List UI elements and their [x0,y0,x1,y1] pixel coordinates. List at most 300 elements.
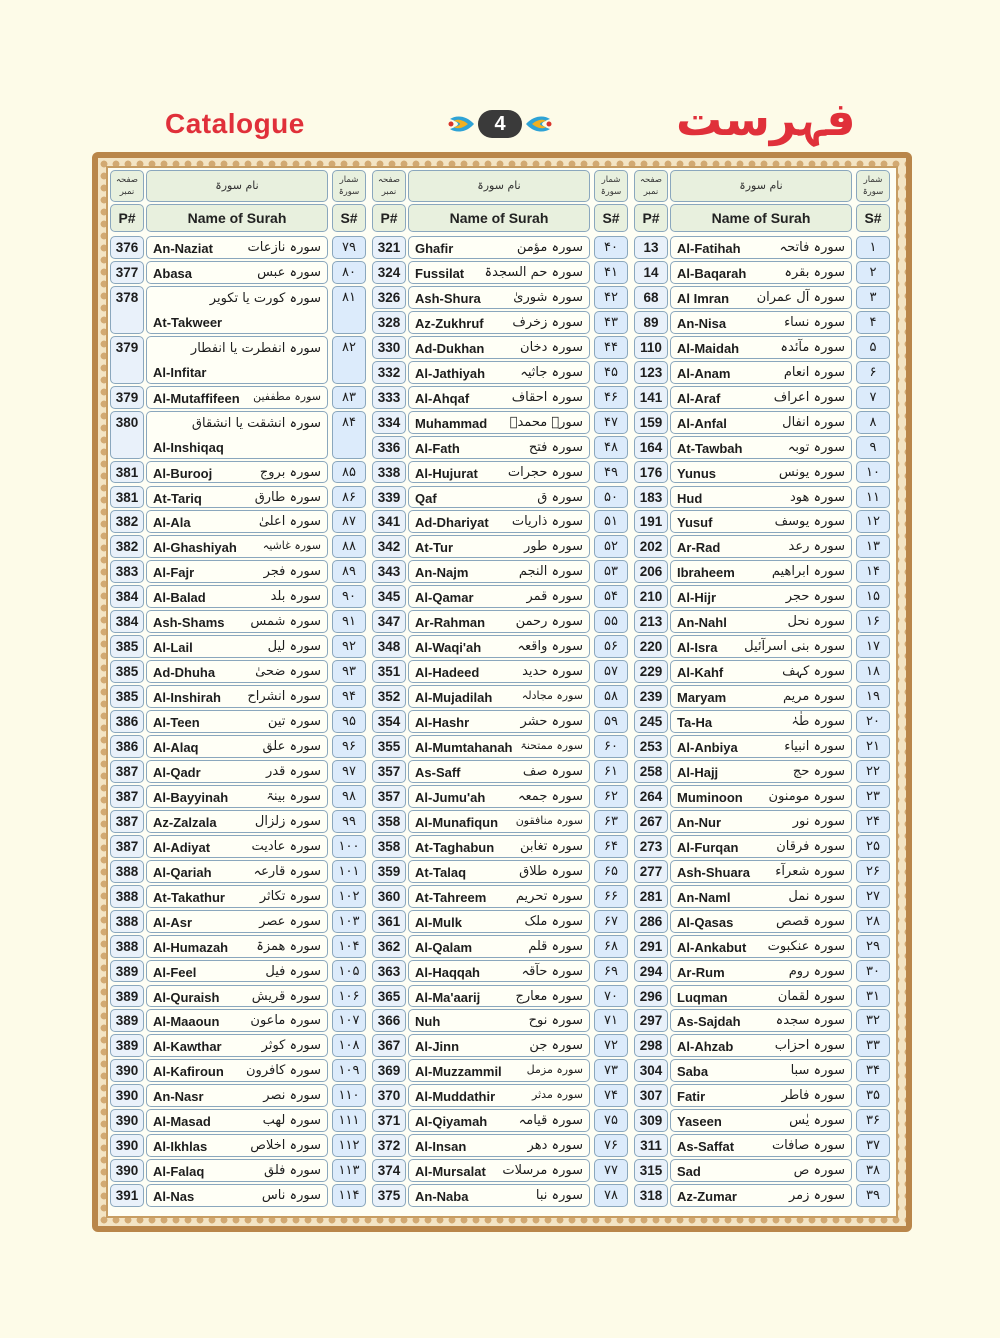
surah-urdu-name: سورہ قارعہ [253,863,321,879]
surah-english-name: Al-Ghashiyah [153,540,237,556]
page-number-cell [634,960,668,983]
surah-serial: ۳۹ [866,1188,880,1204]
page-number-cell [110,486,144,509]
page-number: 359 [377,863,401,879]
surah-serial: ۲۳ [866,788,880,804]
surah-serial: ۹۰ [342,589,356,605]
surah-serial: ۱۰۰ [338,838,360,854]
surah-urdu-name: سورہ زلزال [254,813,321,829]
surah-urdu-name: سورہ ذاریات [511,514,583,530]
surah-english-name: Al-Feel [153,964,197,980]
surah-name-cell [670,1084,852,1107]
surah-serial: ۳۸ [866,1163,880,1179]
surah-urdu-name: سورہ انبیاء [784,739,845,754]
surah-english-name: Al-Hujurat [415,465,478,481]
surah-name-cell [408,1184,590,1207]
surah-name-cell [670,760,852,783]
page-number-cell [634,885,668,908]
page-number: 377 [115,264,139,280]
surah-serial-cell [332,261,366,284]
page-number-cell [634,1084,668,1107]
surah-serial-cell [594,585,628,608]
surah-name-cell [670,910,852,933]
page-number: 328 [377,314,401,330]
surah-serial-cell [332,1184,366,1207]
surah-name-cell [408,386,590,409]
surah-english-name: Al-Isra [677,640,718,656]
surah-serial: ۴۶ [604,389,618,405]
surah-serial: ۵۱ [604,514,618,530]
surah-serial: ۷۶ [604,1138,618,1154]
surah-name-cell [146,510,328,533]
page-number-cell [110,261,144,284]
surah-name-cell [408,760,590,783]
surah-english-name: At-Taghabun [415,839,495,855]
page-number: 264 [639,788,663,804]
surah-name-cell [670,336,852,359]
surah-name-cell [146,910,328,933]
surah-english-name: At-Tawbah [677,440,743,456]
surah-serial: ۳ [869,289,877,305]
page-number: 360 [377,888,401,904]
surah-serial-cell [856,835,890,858]
surah-name-cell [146,386,328,409]
surah-serial-cell [856,885,890,908]
surah-serial-cell [856,486,890,509]
surah-serial: ۱۱۴ [338,1188,360,1204]
surah-serial: ۱۶ [866,614,880,630]
surah-name-cell [670,1134,852,1157]
surah-name-cell [408,635,590,658]
surah-urdu-name: سورہ واقعہ [517,639,583,655]
page-number-cell [634,1159,668,1182]
surah-name-cell [408,735,590,758]
page-number: 384 [115,614,139,630]
surah-name-cell [408,985,590,1008]
surah-serial-cell [594,685,628,708]
page-number: 343 [377,564,401,580]
surah-serial: ۹ [869,439,877,455]
surah-urdu-name: سورہ شمس [250,614,321,630]
surah-name-cell [408,660,590,683]
page-number-cell [110,985,144,1008]
surah-serial-cell [856,436,890,459]
surah-serial: ۲۵ [866,838,880,854]
surah-urdu-name: سورہ بینۃ [266,788,321,804]
surah-english-name: Al-Mumtahanah [415,740,513,755]
surah-serial: ۹۳ [342,664,356,680]
surah-serial: ۹۶ [342,739,356,754]
page-number-cell [110,710,144,733]
surah-urdu-name: سورہ بروج [259,464,321,480]
header-urdu-name: نام سورۃ [408,170,590,202]
surah-english-name: At-Tur [415,540,454,556]
surah-serial-cell [856,1109,890,1132]
surah-serial-cell [594,261,628,284]
surah-english-name: An-Naba [415,1189,469,1205]
surah-name-cell [146,1009,328,1032]
surah-serial: ۲۸ [866,913,880,929]
surah-urdu-name: سورہ روم [788,963,845,979]
surah-name-cell [670,635,852,658]
surah-english-name: As-Sajdah [677,1014,741,1030]
surah-english-name: At-Takweer [153,314,223,330]
page-number: 389 [115,1013,139,1029]
surah-name-cell [408,436,590,459]
page-number-cell [634,660,668,683]
surah-english-name: An-Najm [415,565,469,581]
page-number-cell [372,436,406,459]
surah-urdu-name: سورہ شوریٰ [513,289,583,305]
surah-serial-cell [594,610,628,633]
page-number: 390 [115,1163,139,1179]
surah-english-name: Al-Haqqah [415,964,480,980]
surah-urdu-name: سورہ طٰہٰ [791,714,845,730]
page-number: 183 [639,489,663,505]
surah-name-cell [146,735,328,758]
surah-serial: ۳۳ [866,1038,880,1054]
surah-serial-cell [332,411,366,459]
surah-english-name: Al-Maidah [677,340,740,356]
page-number: 13 [643,240,659,255]
surah-urdu-name: سورہ نبا [535,1188,583,1204]
surah-urdu-name: سورہ عصر [259,913,321,929]
surah-urdu-name: سورہ دخان [520,339,583,355]
surah-serial: ۱۸ [866,664,880,680]
page-number-cell [634,735,668,758]
page-number-cell [634,610,668,633]
surah-serial: ۲ [869,264,877,280]
surah-serial-cell [856,361,890,384]
surah-serial-cell [856,411,890,434]
page-number: 371 [377,1113,401,1129]
surah-serial-cell [856,985,890,1008]
page-number: 390 [115,1088,139,1104]
surah-name-cell [670,436,852,459]
page-number-cell [634,710,668,733]
surah-urdu-name: سورہ نساء [784,314,845,330]
surah-serial-cell [594,560,628,583]
page-number-cell [634,1134,668,1157]
surah-urdu-name: سورہ سبا [790,1063,845,1079]
surah-name-cell [146,411,328,459]
page-number-cell [110,685,144,708]
surah-name-cell [408,1159,590,1182]
surah-serial: ۸۰ [342,264,356,280]
surah-serial-cell [594,1084,628,1107]
page-number-cell [634,810,668,833]
surah-name-cell [146,635,328,658]
page-number: 332 [377,364,401,380]
surah-serial: ۲۱ [866,739,880,754]
surah-serial-cell [856,685,890,708]
page-number: 355 [377,739,401,754]
page-number: 358 [377,838,401,854]
surah-english-name: Ash-Shams [153,615,225,631]
surah-urdu-name: سورہ اعراف [773,389,845,405]
surah-name-cell [670,1034,852,1057]
page-number: 384 [115,589,139,605]
page-number-cell [634,336,668,359]
surah-name-cell [670,286,852,309]
surah-urdu-name: سورہ نصر [263,1088,321,1104]
surah-urdu-name: سورہ مجادلہ [521,689,583,703]
surah-serial-cell [594,710,628,733]
surah-name-cell [146,835,328,858]
surah-name-cell [408,261,590,284]
page-number-cell [634,1109,668,1132]
page-number-cell [372,1134,406,1157]
page-number-cell [372,411,406,434]
surah-serial-cell [332,710,366,733]
surah-serial-cell [332,960,366,983]
surah-serial: ۷ [869,389,877,405]
surah-urdu-name: سورہ غاشیہ [262,539,321,553]
surah-urdu-name: سورہ منافقون [515,813,583,827]
surah-name-cell [670,560,852,583]
surah-english-name: An-Naml [677,889,731,905]
page-number-cell [372,386,406,409]
surah-urdu-name: سورہ صف [522,763,583,779]
surah-urdu-name: سورہ ص [793,1163,845,1179]
surah-name-cell [146,1184,328,1207]
page-number-cell [110,660,144,683]
surah-name-cell [670,985,852,1008]
surah-name-cell [408,810,590,833]
surah-english-name: Fussilat [415,265,465,281]
surah-urdu-name: سورہ کوثر [261,1038,321,1054]
surah-urdu-name: سورہ انشراح [247,689,321,705]
surah-english-name: Al Imran [677,290,730,306]
surah-serial: ۵۹ [604,714,618,730]
page-number: 387 [115,788,139,804]
surah-serial: ۷۴ [604,1088,618,1104]
urdu-title: فہرست [676,92,856,146]
surah-serial-cell [594,1059,628,1082]
surah-serial-cell [594,361,628,384]
page-number-cell [372,810,406,833]
page-number-cell [110,386,144,409]
surah-english-name: Yunus [677,465,717,481]
surah-english-name: Al-Bayyinah [153,789,229,805]
surah-serial-cell [332,685,366,708]
right-ornament-icon [524,113,554,135]
surah-urdu-name: سورہ مدثر [532,1088,583,1102]
page-number-cell [634,411,668,434]
surah-english-name: Al-Insan [415,1139,467,1155]
surah-english-name: Al-Anam [677,365,731,381]
page-number: 311 [640,1138,662,1154]
surah-urdu-name: سورہ تحریم [515,888,583,904]
page-number: 258 [639,763,663,779]
surah-name-cell [408,860,590,883]
surah-urdu-name: سورہ فرقان [776,838,845,854]
surah-english-name: Ad-Dukhan [415,340,485,356]
page-number-cell [634,1009,668,1032]
surah-serial: ۱۱ [866,489,880,505]
surah-english-name: Al-Furqan [677,839,739,855]
surah-urdu-name: سورہ محمدؐ [509,414,583,430]
surah-name-cell [408,1109,590,1132]
page-number: 345 [377,589,401,605]
surah-serial-cell [332,860,366,883]
surah-english-name: At-Talaq [415,864,467,880]
surah-serial: ۷۷ [604,1163,618,1179]
page-number-cell [110,910,144,933]
surah-serial: ۹۴ [342,689,356,705]
surah-serial: ۷۰ [604,988,618,1004]
surah-english-name: Ash-Shura [415,290,481,306]
surah-serial-cell [856,286,890,309]
surah-urdu-name: سورہ قریش [251,988,321,1004]
surah-serial: ۲۶ [866,863,880,879]
surah-urdu-name: سورہ عبس [257,264,321,280]
page-number-cell [372,1059,406,1082]
surah-serial-cell [332,560,366,583]
surah-english-name: Al-Fajr [153,565,195,581]
page-number-cell [372,760,406,783]
surah-english-name: Ad-Dhuha [153,665,216,681]
page-number: 382 [115,539,139,555]
surah-name-cell [670,835,852,858]
surah-urdu-name: سورہ احزاب [774,1038,845,1054]
surah-english-name: Muminoon [677,789,743,805]
header-urdu-page: صفحہ نمبر [110,170,144,202]
surah-urdu-name: سورہ طارق [254,489,321,505]
page-number-cell [634,785,668,808]
surah-name-cell [146,1084,328,1107]
surah-english-name: An-Nahl [677,615,727,631]
surah-serial-cell [332,461,366,484]
surah-urdu-name: سورہ حم السجدۃ [484,264,583,280]
surah-urdu-name: سورہ فتح [528,439,583,455]
surah-name-cell [408,486,590,509]
header-urdu-serial: شمار سورۃ [856,170,890,202]
surah-urdu-name: سورہ اعلیٰ [258,514,321,530]
surah-name-cell [408,610,590,633]
surah-urdu-name: سورہ تغابن [519,838,583,854]
page-number-cell [634,486,668,509]
surah-serial: ۸۱ [342,289,356,305]
page-number: 390 [115,1138,139,1154]
surah-serial: ۸۸ [342,539,356,555]
surah-urdu-name: سورہ حدید [522,664,583,680]
surah-name-cell [408,1009,590,1032]
page-number-cell [110,236,144,259]
surah-serial: ۴۵ [604,364,618,380]
page-number: 375 [377,1188,401,1204]
surah-english-name: Saba [677,1064,709,1080]
surah-english-name: Al-Ahqaf [415,390,470,406]
surah-name-cell [670,486,852,509]
surah-name-cell [146,336,328,384]
page-number: 390 [115,1063,139,1079]
surah-serial: ۶۵ [604,863,618,879]
surah-english-name: Az-Zalzala [153,814,217,830]
page-number-cell [634,510,668,533]
surah-name-cell [408,785,590,808]
page-number: 286 [639,913,663,929]
page-number-cell [372,286,406,309]
page-number-cell [372,935,406,958]
page-number-cell [372,860,406,883]
surah-serial-cell [332,760,366,783]
page-number-cell [634,1034,668,1057]
surah-english-name: Al-Waqi'ah [415,640,482,656]
surah-english-name: Al-Mursalat [415,1164,486,1180]
page-number-cell [110,1184,144,1207]
surah-serial: ۱۴ [866,564,880,580]
page-number: 347 [377,614,401,630]
page-number-cell [110,1159,144,1182]
surah-serial: ۱۰۶ [338,988,360,1004]
surah-english-name: Al-Masad [153,1114,211,1130]
surah-urdu-name: سورہ مزمل [526,1063,583,1077]
surah-urdu-name: سورہ حجر [785,589,845,605]
surah-english-name: Ad-Dhariyat [415,515,489,531]
surah-english-name: Ibraheem [677,565,735,581]
surah-english-name: As-Saffat [677,1139,735,1155]
surah-serial: ۱۰۹ [338,1063,360,1079]
page-number-cell [110,1134,144,1157]
page-number: 338 [377,464,401,480]
surah-serial-cell [856,910,890,933]
surah-serial: ۶۶ [604,888,618,904]
surah-serial-cell [856,510,890,533]
surah-serial: ۵۵ [604,614,618,630]
page-number-cell [634,560,668,583]
page-number: 383 [115,564,139,580]
surah-serial: ۱۰۴ [338,938,360,954]
surah-english-name: Al-Kafiroun [153,1064,224,1080]
page-number-cell [372,261,406,284]
surah-serial: ۸ [869,414,877,430]
surah-english-name: Al-Adiyat [153,839,211,855]
surah-english-name: Al-Jathiyah [415,365,486,381]
surah-serial-cell [332,1084,366,1107]
surah-english-name: At-Tariq [153,490,202,506]
surah-urdu-name: سورہ حجرات [507,464,583,480]
surah-serial: ۱۱۰ [338,1088,360,1104]
surah-urdu-name: سورہ عادیت [251,838,321,854]
surah-serial-cell [594,935,628,958]
surah-urdu-name: سورہ بلد [270,589,321,605]
surah-serial: ۵۳ [604,564,618,580]
surah-serial-cell [332,810,366,833]
surah-english-name: Al-Ahzab [677,1039,734,1055]
page-number: 358 [377,813,401,829]
surah-serial: ۲۴ [866,813,880,829]
surah-name-cell [670,1184,852,1207]
surah-serial-cell [856,1134,890,1157]
surah-urdu-name: سورہ نوح [528,1013,583,1029]
surah-serial-cell [594,510,628,533]
page-number: 380 [115,414,139,430]
page-number: 273 [639,838,663,854]
surah-serial-cell [856,935,890,958]
surah-english-name: Al-Fatihah [677,241,741,256]
page-number-cell [110,635,144,658]
surah-serial-cell [332,935,366,958]
surah-serial-cell [332,635,366,658]
surah-serial: ۵۸ [604,689,618,705]
surah-name-cell [146,1134,328,1157]
surah-name-cell [146,885,328,908]
surah-urdu-name: سورہ مآئدہ [780,339,845,355]
left-ornament-icon [446,113,476,135]
page-number: 365 [377,988,401,1004]
page-number-cell [634,311,668,334]
